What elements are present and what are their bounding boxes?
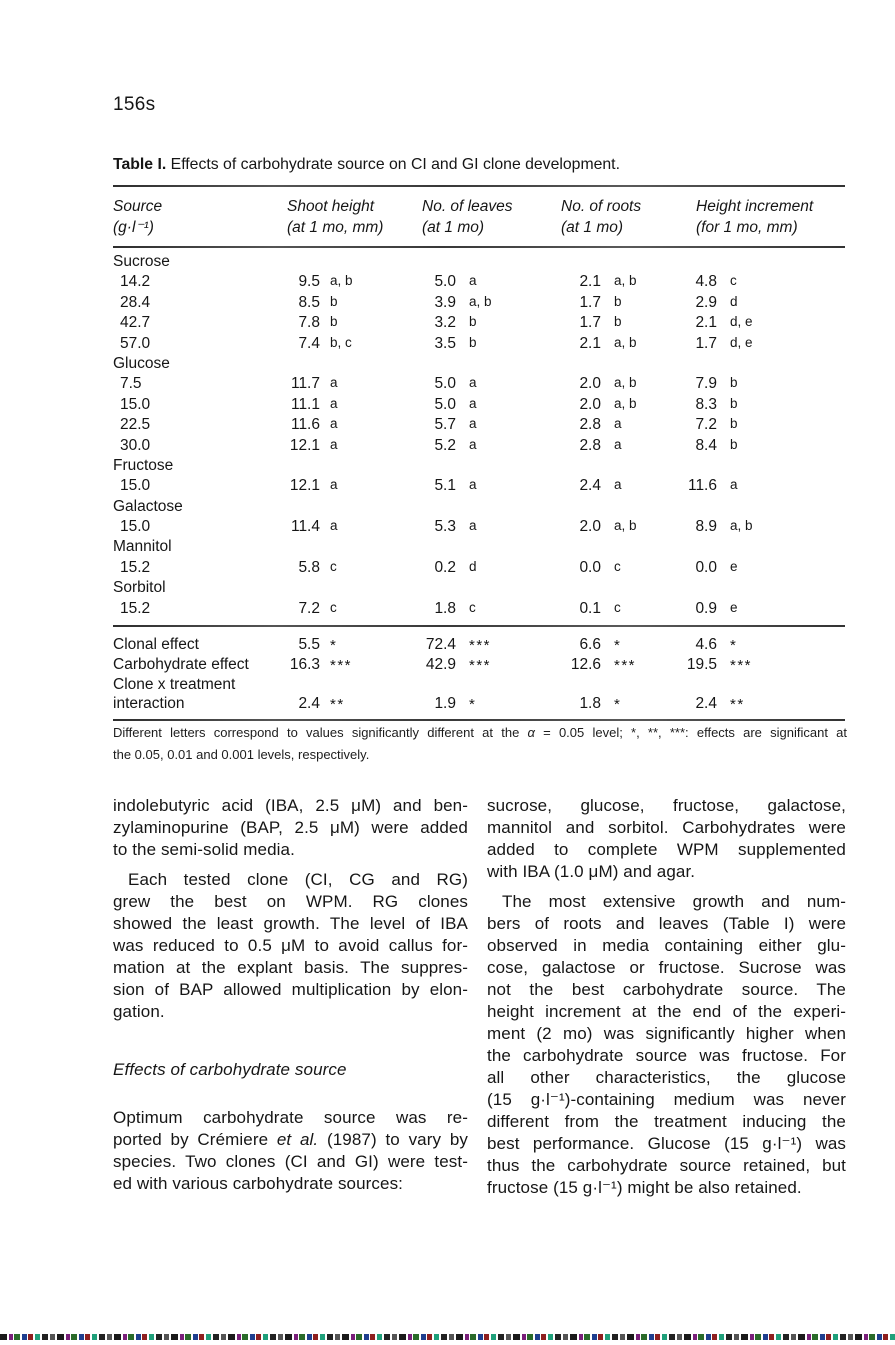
source-value: 15.0 (120, 518, 151, 536)
text-line (113, 913, 468, 935)
cell-value: 2.1 (579, 273, 601, 291)
cell-significance-letters: d, e (730, 314, 753, 330)
stats-label: Clone x treatment (113, 675, 236, 693)
section-label: Sucrose (113, 253, 170, 270)
cell-value: 0.9 (695, 599, 717, 617)
paragraph (113, 1107, 468, 1195)
cell-value: 0.1 (579, 599, 601, 617)
stats-value: 16.3 (289, 655, 320, 673)
stats-significance-stars: * (614, 696, 622, 714)
cell-significance-letters: a (614, 416, 622, 432)
cell-significance-letters: a (469, 477, 477, 493)
cell-value: 0.2 (434, 558, 456, 576)
source-value: 28.4 (120, 293, 151, 311)
cell-significance-letters: d (730, 293, 738, 309)
cell-value: 8.5 (298, 293, 320, 311)
cell-value: 2.0 (579, 395, 601, 413)
stats-value: 42.9 (425, 655, 456, 673)
text-line (487, 891, 846, 913)
source-value: 57.0 (120, 334, 151, 352)
cell-significance-letters: a (730, 477, 738, 493)
cell-value: 4.8 (695, 273, 717, 291)
table-body (113, 248, 845, 625)
cell-value: 5.1 (434, 477, 456, 495)
table-row (113, 476, 845, 496)
cell-value: 5.8 (298, 558, 320, 576)
text-line (487, 1133, 846, 1155)
text-line (487, 1089, 846, 1111)
stats-significance-stars: ** (730, 696, 745, 714)
cell-value: 2.8 (579, 436, 601, 454)
cell-value: 2.0 (579, 518, 601, 536)
cell-value: 2.9 (695, 293, 717, 311)
cell-significance-letters: b (469, 314, 477, 330)
column-header-line: Shoot height (287, 198, 375, 215)
text-line (487, 979, 846, 1001)
text-segment: observed in media containing either glu- (487, 936, 846, 955)
source-value: 15.0 (120, 395, 151, 413)
stats-label: interaction (113, 695, 185, 713)
text-segment: zylaminopurine (BAP, 2.5 μM) were added (113, 818, 468, 837)
text-line (487, 957, 846, 979)
text-segment: the carbohydrate source was fructose. For (487, 1046, 846, 1065)
stats-value: 2.4 (695, 695, 717, 713)
cell-value: 1.7 (579, 314, 601, 332)
stats-row (113, 675, 845, 695)
stats-value: 1.8 (579, 695, 601, 713)
source-value: 22.5 (120, 416, 151, 434)
stats-significance-stars: *** (469, 656, 492, 674)
page-number: 156s (113, 94, 156, 115)
cell-significance-letters: a, b (730, 518, 753, 534)
stats-significance-stars: * (469, 696, 477, 714)
text-segment: showed the least growth. The level of IBA (113, 914, 468, 933)
cell-significance-letters: c (730, 273, 737, 289)
text-column-left (113, 795, 468, 1195)
cell-significance-letters: a (330, 436, 338, 452)
cell-significance-letters: b (330, 293, 338, 309)
table-section-row (113, 537, 845, 557)
cell-significance-letters: d, e (730, 334, 753, 350)
text-line (487, 1155, 846, 1177)
cell-value: 8.4 (695, 436, 717, 454)
stats-label: Carbohydrate effect (113, 655, 249, 673)
cell-value: 1.8 (434, 599, 456, 617)
stats-significance-stars: *** (469, 637, 492, 655)
section-label: Sorbitol (113, 579, 166, 597)
table-section-row (113, 578, 845, 598)
cell-value: 8.3 (695, 395, 717, 413)
text-line (113, 1151, 468, 1173)
cell-value: 12.1 (289, 436, 320, 454)
cell-significance-letters: a (330, 416, 338, 432)
text-line (113, 839, 468, 861)
cell-significance-letters: a, b (614, 273, 637, 289)
text-segment: Optimum carbohydrate source was re- (113, 1108, 468, 1127)
cell-value: 7.8 (298, 314, 320, 332)
cell-significance-letters: e (730, 599, 738, 615)
text-line (487, 1177, 846, 1199)
cell-significance-letters: a (330, 395, 338, 411)
table (113, 185, 845, 721)
cell-significance-letters: a, b (330, 273, 353, 289)
table-row (113, 436, 845, 456)
cell-value: 11.4 (290, 518, 320, 536)
source-value: 15.2 (120, 558, 151, 576)
table-bottom-rule (113, 719, 845, 721)
text-segment: ed with various carbohydrate sources: (113, 1174, 404, 1193)
cell-significance-letters: a (469, 416, 477, 432)
cell-significance-letters: b (730, 416, 738, 432)
stats-significance-stars: *** (614, 656, 637, 674)
cell-value: 2.8 (579, 416, 601, 434)
cell-value: 2.4 (579, 477, 601, 495)
text-segment: ment (2 mo) was significantly higher when (487, 1024, 846, 1043)
table-header-row (113, 187, 845, 246)
text-segment: The most extensive growth and num- (502, 892, 846, 911)
text-segment: all other characteristics, the glucose (487, 1068, 846, 1087)
cell-significance-letters: c (330, 599, 337, 615)
stats-significance-stars: *** (730, 656, 753, 674)
stats-value: 19.5 (686, 655, 717, 673)
text-segment: cose, galactose or fructose. Sucrose was (487, 958, 846, 977)
cell-significance-letters: a (469, 395, 477, 411)
cell-value: 11.7 (290, 375, 320, 393)
table-row (113, 374, 845, 394)
column-header-no-of-roots (561, 196, 641, 238)
text-segment: added to complete WPM supplemented (487, 840, 846, 859)
text-segment: sucrose, glucose, fructose, galactose, (487, 796, 846, 815)
text-segment: not the best carbohydrate source. The (487, 980, 846, 999)
footnote-line (113, 746, 847, 768)
cell-value: 11.1 (290, 395, 320, 413)
cell-value: 8.9 (695, 518, 717, 536)
paragraph (487, 795, 846, 883)
text-segment: indolebutyric acid (IBA, 2.5 μM) and ben- (113, 796, 468, 815)
stats-significance-stars: ** (330, 696, 345, 714)
stats-row (113, 655, 845, 675)
stats-value: 5.5 (298, 636, 320, 654)
section-label: Galactose (113, 497, 183, 515)
text-line (113, 957, 468, 979)
text-segment: Effects of carbohydrate source (113, 1060, 347, 1079)
column-header-line: (at 1 mo) (422, 219, 485, 236)
stats-row (113, 694, 845, 714)
column-header-line: (at 1 mo, mm) (287, 219, 384, 236)
table-row (113, 334, 845, 354)
cell-value: 7.9 (695, 375, 717, 393)
table-stats (113, 627, 845, 719)
stats-value: 72.4 (425, 636, 456, 654)
cell-value: 1.7 (695, 334, 717, 352)
text-segment: et al. (276, 1130, 319, 1149)
text-line (113, 891, 468, 913)
column-header-line: No. of leaves (422, 198, 513, 215)
table-section-row (113, 354, 845, 374)
text-segment: grew the best on WPM. RG clones (113, 892, 468, 911)
footnote-line (113, 724, 847, 746)
text-segment: Table I. (113, 156, 167, 173)
cell-value: 5.0 (434, 273, 456, 291)
text-segment: bers of roots and leaves (Table I) were (487, 914, 846, 933)
stats-significance-stars: * (330, 637, 338, 655)
cell-value: 2.1 (695, 314, 717, 332)
cell-value: 5.7 (434, 416, 456, 434)
paragraph (487, 891, 846, 1199)
text-line (113, 1001, 468, 1023)
cell-value: 7.2 (695, 416, 717, 434)
text-line (113, 869, 468, 891)
text-segment: Each tested clone (CI, CG and RG) (128, 870, 468, 889)
section-label: Mannitol (113, 538, 172, 556)
cell-value: 7.2 (298, 599, 320, 617)
cell-value: 3.9 (434, 293, 456, 311)
table-caption (113, 156, 845, 174)
text-segment: to the semi-solid media. (113, 840, 295, 859)
cell-value: 5.3 (434, 518, 456, 536)
text-line (113, 1129, 468, 1151)
cell-value: 1.7 (579, 293, 601, 311)
table-section-row (113, 252, 845, 272)
cell-significance-letters: a (614, 477, 622, 493)
stats-value: 1.9 (434, 695, 456, 713)
table-row (113, 558, 845, 578)
text-segment: mannitol and sorbitol. Carbohydrates were (487, 818, 846, 837)
text-line (113, 935, 468, 957)
text-segment: was reduced to 0.5 μM to avoid callus for- (113, 936, 468, 955)
text-segment: sion of BAP allowed multiplication by elon- (113, 980, 468, 999)
text-segment: different from the treatment inducing the (487, 1112, 846, 1131)
cell-value: 11.6 (687, 477, 717, 495)
stats-significance-stars: * (614, 637, 622, 655)
cell-significance-letters: a, b (614, 334, 637, 350)
cell-value: 3.2 (434, 314, 456, 332)
table-section-row (113, 497, 845, 517)
text-line (487, 839, 846, 861)
cell-value: 2.0 (579, 375, 601, 393)
cell-value: 12.1 (289, 477, 320, 495)
cell-significance-letters: a, b (614, 395, 637, 411)
column-header-line: (for 1 mo, mm) (696, 219, 798, 236)
table-row (113, 517, 845, 537)
cell-significance-letters: a (469, 273, 477, 289)
cell-significance-letters: c (469, 599, 476, 615)
text-segment: best performance. Glucose (15 g·l⁻¹) was (487, 1134, 846, 1153)
column-header-line: (at 1 mo) (561, 219, 624, 236)
stats-value: 4.6 (695, 636, 717, 654)
column-header-no-of-leaves (422, 196, 512, 238)
cell-value: 5.0 (434, 395, 456, 413)
column-header-line: Height increment (696, 198, 814, 215)
cell-significance-letters: a, b (469, 293, 492, 309)
table-row (113, 313, 845, 333)
text-segment: species. Two clones (CI and GI) were test- (113, 1152, 468, 1171)
cell-value: 0.0 (695, 558, 717, 576)
text-segment: = 0.05 level; *, **, ***: effects are significant at (534, 725, 847, 740)
stats-row (113, 635, 845, 655)
text-segment: α (527, 725, 535, 740)
cell-significance-letters: c (614, 558, 621, 574)
text-column-right (487, 795, 846, 1199)
table-row (113, 395, 845, 415)
paragraph (113, 869, 468, 1023)
text-line (487, 1045, 846, 1067)
cell-value: 7.4 (298, 334, 320, 352)
text-line (487, 861, 846, 883)
cell-value: 5.0 (434, 375, 456, 393)
cell-significance-letters: a, b (614, 518, 637, 534)
text-line (113, 795, 468, 817)
text-segment: thus the carbohydrate source retained, but (487, 1156, 846, 1175)
stats-significance-stars: * (730, 637, 738, 655)
text-segment: with IBA (1.0 μM) and agar. (487, 862, 696, 881)
source-value: 7.5 (120, 375, 142, 393)
source-value: 30.0 (120, 436, 151, 454)
column-header-line: Source (113, 198, 163, 215)
cell-significance-letters: e (730, 558, 738, 574)
column-header-line: No. of roots (561, 198, 642, 215)
cell-significance-letters: a (469, 375, 477, 391)
table-footnote (113, 724, 847, 768)
cell-value: 2.1 (579, 334, 601, 352)
cell-significance-letters: a (469, 436, 477, 452)
text-segment: height increment at the end of the experi- (487, 1002, 846, 1021)
text-line (113, 817, 468, 839)
text-segment: the 0.05, 0.01 and 0.001 levels, respectively. (113, 747, 370, 762)
section-heading (113, 1059, 468, 1081)
text-line (487, 1067, 846, 1089)
cell-significance-letters: a (330, 477, 338, 493)
cell-significance-letters: a (614, 436, 622, 452)
table-row (113, 599, 845, 619)
cell-value: 0.0 (579, 558, 601, 576)
table-row (113, 293, 845, 313)
stats-value: 2.4 (298, 695, 320, 713)
cell-significance-letters: b (469, 334, 477, 350)
cell-significance-letters: b (730, 375, 738, 391)
table-row (113, 415, 845, 435)
cell-significance-letters: c (330, 558, 337, 574)
text-line (113, 1173, 468, 1195)
source-value: 14.2 (120, 273, 151, 291)
text-line (113, 979, 468, 1001)
source-value: 15.2 (120, 599, 151, 617)
section-label: Fructose (113, 456, 174, 474)
text-segment: Different letters correspond to values significantly different at the (113, 725, 528, 740)
cell-significance-letters: a, b (614, 375, 637, 391)
table-section-row (113, 456, 845, 476)
stats-significance-stars: *** (330, 656, 353, 674)
text-line (487, 795, 846, 817)
stats-value: 12.6 (570, 655, 601, 673)
text-segment: ported by Crémiere (113, 1130, 277, 1149)
source-value: 42.7 (120, 314, 151, 332)
text-line (487, 817, 846, 839)
cell-significance-letters: b (330, 314, 338, 330)
section-label: Glucose (113, 354, 170, 372)
text-line (487, 1111, 846, 1133)
cell-value: 5.2 (434, 436, 456, 454)
text-segment: mation at the explant basis. The suppres- (113, 958, 468, 977)
text-segment: fructose (15 g·l⁻¹) might be also retained. (487, 1178, 802, 1197)
cell-significance-letters: a (330, 375, 338, 391)
table-row (113, 272, 845, 292)
text-segment: (15 g·l⁻¹)-containing medium was never (487, 1090, 846, 1109)
cell-significance-letters: d (469, 558, 477, 574)
column-header-source (113, 196, 162, 238)
text-segment: gation. (113, 1002, 165, 1021)
cell-significance-letters: b (614, 293, 622, 309)
cell-value: 9.5 (298, 273, 320, 291)
cell-significance-letters: b, c (330, 334, 352, 350)
text-line (487, 1001, 846, 1023)
cell-significance-letters: b (730, 395, 738, 411)
text-line (487, 913, 846, 935)
stats-label: Clonal effect (113, 636, 199, 654)
cell-significance-letters: c (614, 599, 621, 615)
cell-significance-letters: b (614, 314, 622, 330)
scan-artifact-line (0, 1334, 895, 1340)
text-line (487, 935, 846, 957)
cell-significance-letters: a (469, 518, 477, 534)
cell-value: 11.6 (290, 416, 320, 434)
stats-value: 6.6 (579, 636, 601, 654)
column-header-height-increment (696, 196, 813, 238)
paragraph (113, 795, 468, 861)
text-line (487, 1023, 846, 1045)
cell-value: 3.5 (434, 334, 456, 352)
text-segment: (1987) to vary by (318, 1130, 468, 1149)
column-header-shoot-height (287, 196, 383, 238)
text-line (113, 1059, 468, 1081)
source-value: 15.0 (120, 477, 151, 495)
cell-significance-letters: a (330, 518, 338, 534)
text-segment: Effects of carbohydrate source on CI and GI clone development. (166, 156, 620, 173)
column-header-line: (g·l⁻¹) (113, 219, 154, 236)
text-line (113, 1107, 468, 1129)
cell-significance-letters: b (730, 436, 738, 452)
